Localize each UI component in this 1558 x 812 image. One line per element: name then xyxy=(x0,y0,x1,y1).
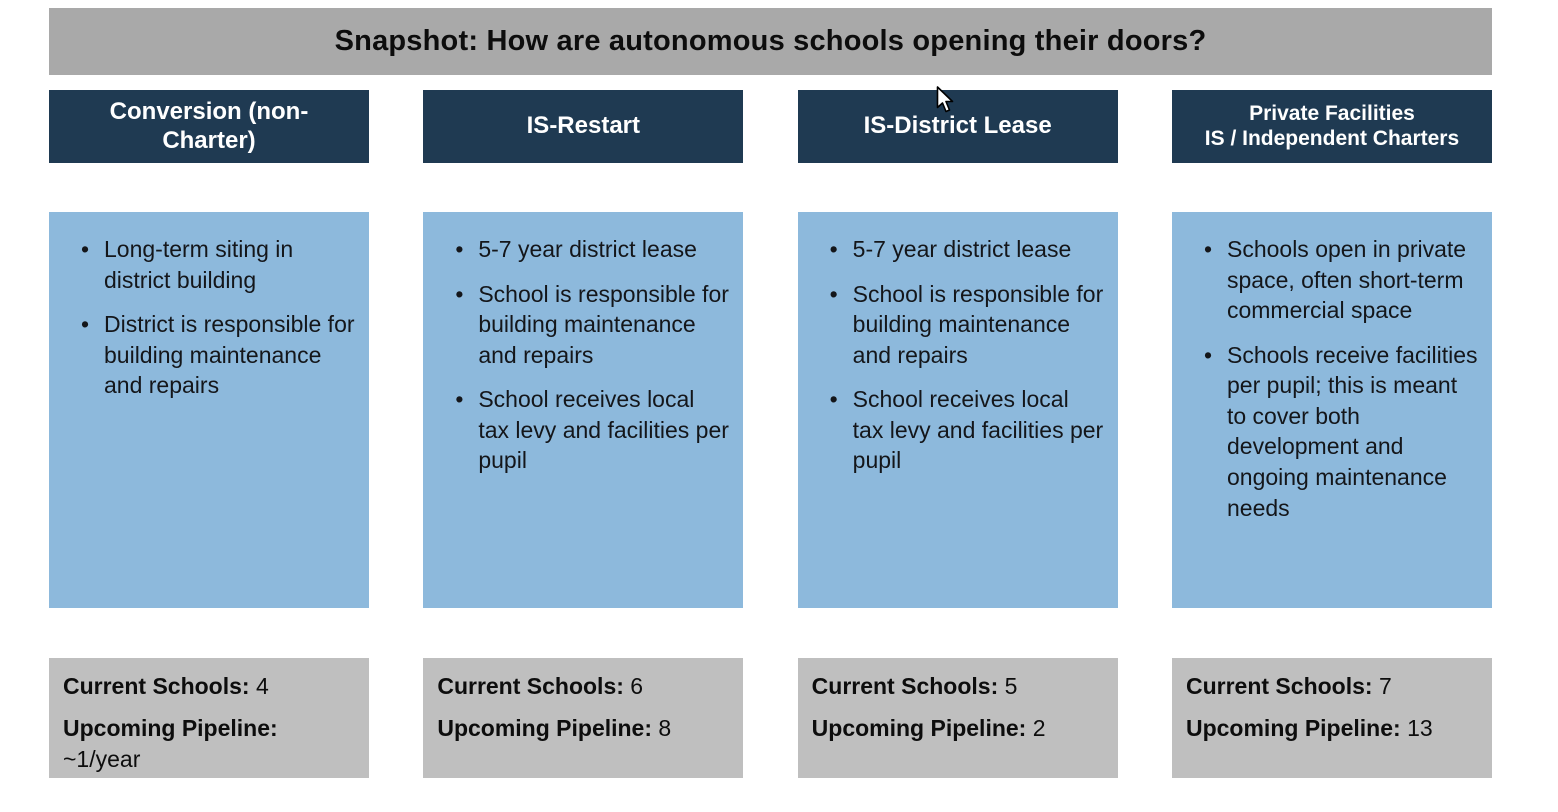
slide-title: Snapshot: How are autonomous schools opening their doors? xyxy=(334,25,1207,57)
pipeline-label: Upcoming Pipeline: xyxy=(1185,715,1401,742)
column-body xyxy=(1172,212,1492,608)
bullet-list xyxy=(1172,212,1492,523)
pipeline-value: 13 xyxy=(1407,715,1433,742)
column-body xyxy=(798,212,1118,608)
bullet-item: • Schools receive facilities per pupil; this is meant to cover both development and ongoing maintenance needs xyxy=(1192,340,1478,523)
pipeline-value: 8 xyxy=(658,715,672,742)
bullet-item: • School receives local tax levy and facilities per pupil xyxy=(818,384,1104,476)
bullet-list xyxy=(798,212,1118,476)
column-header-is-district-lease xyxy=(798,90,1118,163)
current-schools-stat xyxy=(1186,671,1462,702)
pipeline-label: Upcoming Pipeline: xyxy=(63,715,278,742)
header-line: IS-District Lease xyxy=(863,112,1052,140)
current-schools-value: 4 xyxy=(255,673,269,699)
column-stats xyxy=(423,658,743,778)
bullet-list xyxy=(49,212,369,401)
current-schools-stat xyxy=(63,671,339,702)
column-stats xyxy=(798,658,1118,778)
column-conversion xyxy=(49,90,369,778)
column-header-conversion xyxy=(49,90,369,163)
column-private-facilities xyxy=(1172,90,1492,778)
bullet-list xyxy=(423,212,743,476)
pipeline-value: 2 xyxy=(1032,715,1046,742)
bullet-item: • Schools open in private space, often short-term commercial space xyxy=(1192,234,1478,326)
current-schools-label: Current Schools: xyxy=(437,673,624,699)
pipeline-value: ~1/year xyxy=(63,746,141,773)
current-schools-value: 5 xyxy=(1004,673,1018,699)
column-body xyxy=(423,212,743,608)
pipeline-label: Upcoming Pipeline: xyxy=(437,715,653,742)
pipeline-stat xyxy=(812,713,1088,744)
bullet-item: • School is responsible for building maintenance and repairs xyxy=(818,279,1104,371)
header-line: IS-Restart xyxy=(526,112,641,140)
pipeline-label: Upcoming Pipeline: xyxy=(811,715,1027,742)
bullet-item: • School receives local tax levy and facilities per pupil xyxy=(443,384,729,476)
bullet-item: • District is responsible for building maintenance and repairs xyxy=(69,309,355,401)
column-body xyxy=(49,212,369,608)
header-line: Charter) xyxy=(162,126,256,154)
header-line: Private Facilities xyxy=(1249,101,1415,125)
current-schools-value: 6 xyxy=(630,673,644,699)
bullet-item: • School is responsible for building maintenance and repairs xyxy=(443,279,729,371)
pipeline-stat xyxy=(63,713,339,775)
title-bar xyxy=(49,8,1492,75)
current-schools-label: Current Schools: xyxy=(63,673,250,699)
column-header-is-restart xyxy=(423,90,743,163)
column-stats xyxy=(1172,658,1492,778)
column-is-district-lease xyxy=(798,90,1118,778)
column-stats xyxy=(49,658,369,778)
column-header-private-facilities xyxy=(1172,90,1492,163)
pipeline-stat xyxy=(1186,713,1462,744)
bullet-item: • 5-7 year district lease xyxy=(443,234,729,265)
columns-row xyxy=(49,90,1492,778)
header-line: IS / Independent Charters xyxy=(1204,126,1460,150)
current-schools-value: 7 xyxy=(1378,673,1392,699)
bullet-item: • 5-7 year district lease xyxy=(818,234,1104,265)
bullet-item: • Long-term siting in district building xyxy=(69,234,355,295)
current-schools-stat xyxy=(812,671,1088,702)
current-schools-label: Current Schools: xyxy=(1185,673,1373,699)
pipeline-stat xyxy=(437,713,713,744)
column-is-restart xyxy=(423,90,743,778)
current-schools-stat xyxy=(437,671,713,702)
header-line: Conversion (non- xyxy=(109,98,309,126)
current-schools-label: Current Schools: xyxy=(811,673,999,699)
